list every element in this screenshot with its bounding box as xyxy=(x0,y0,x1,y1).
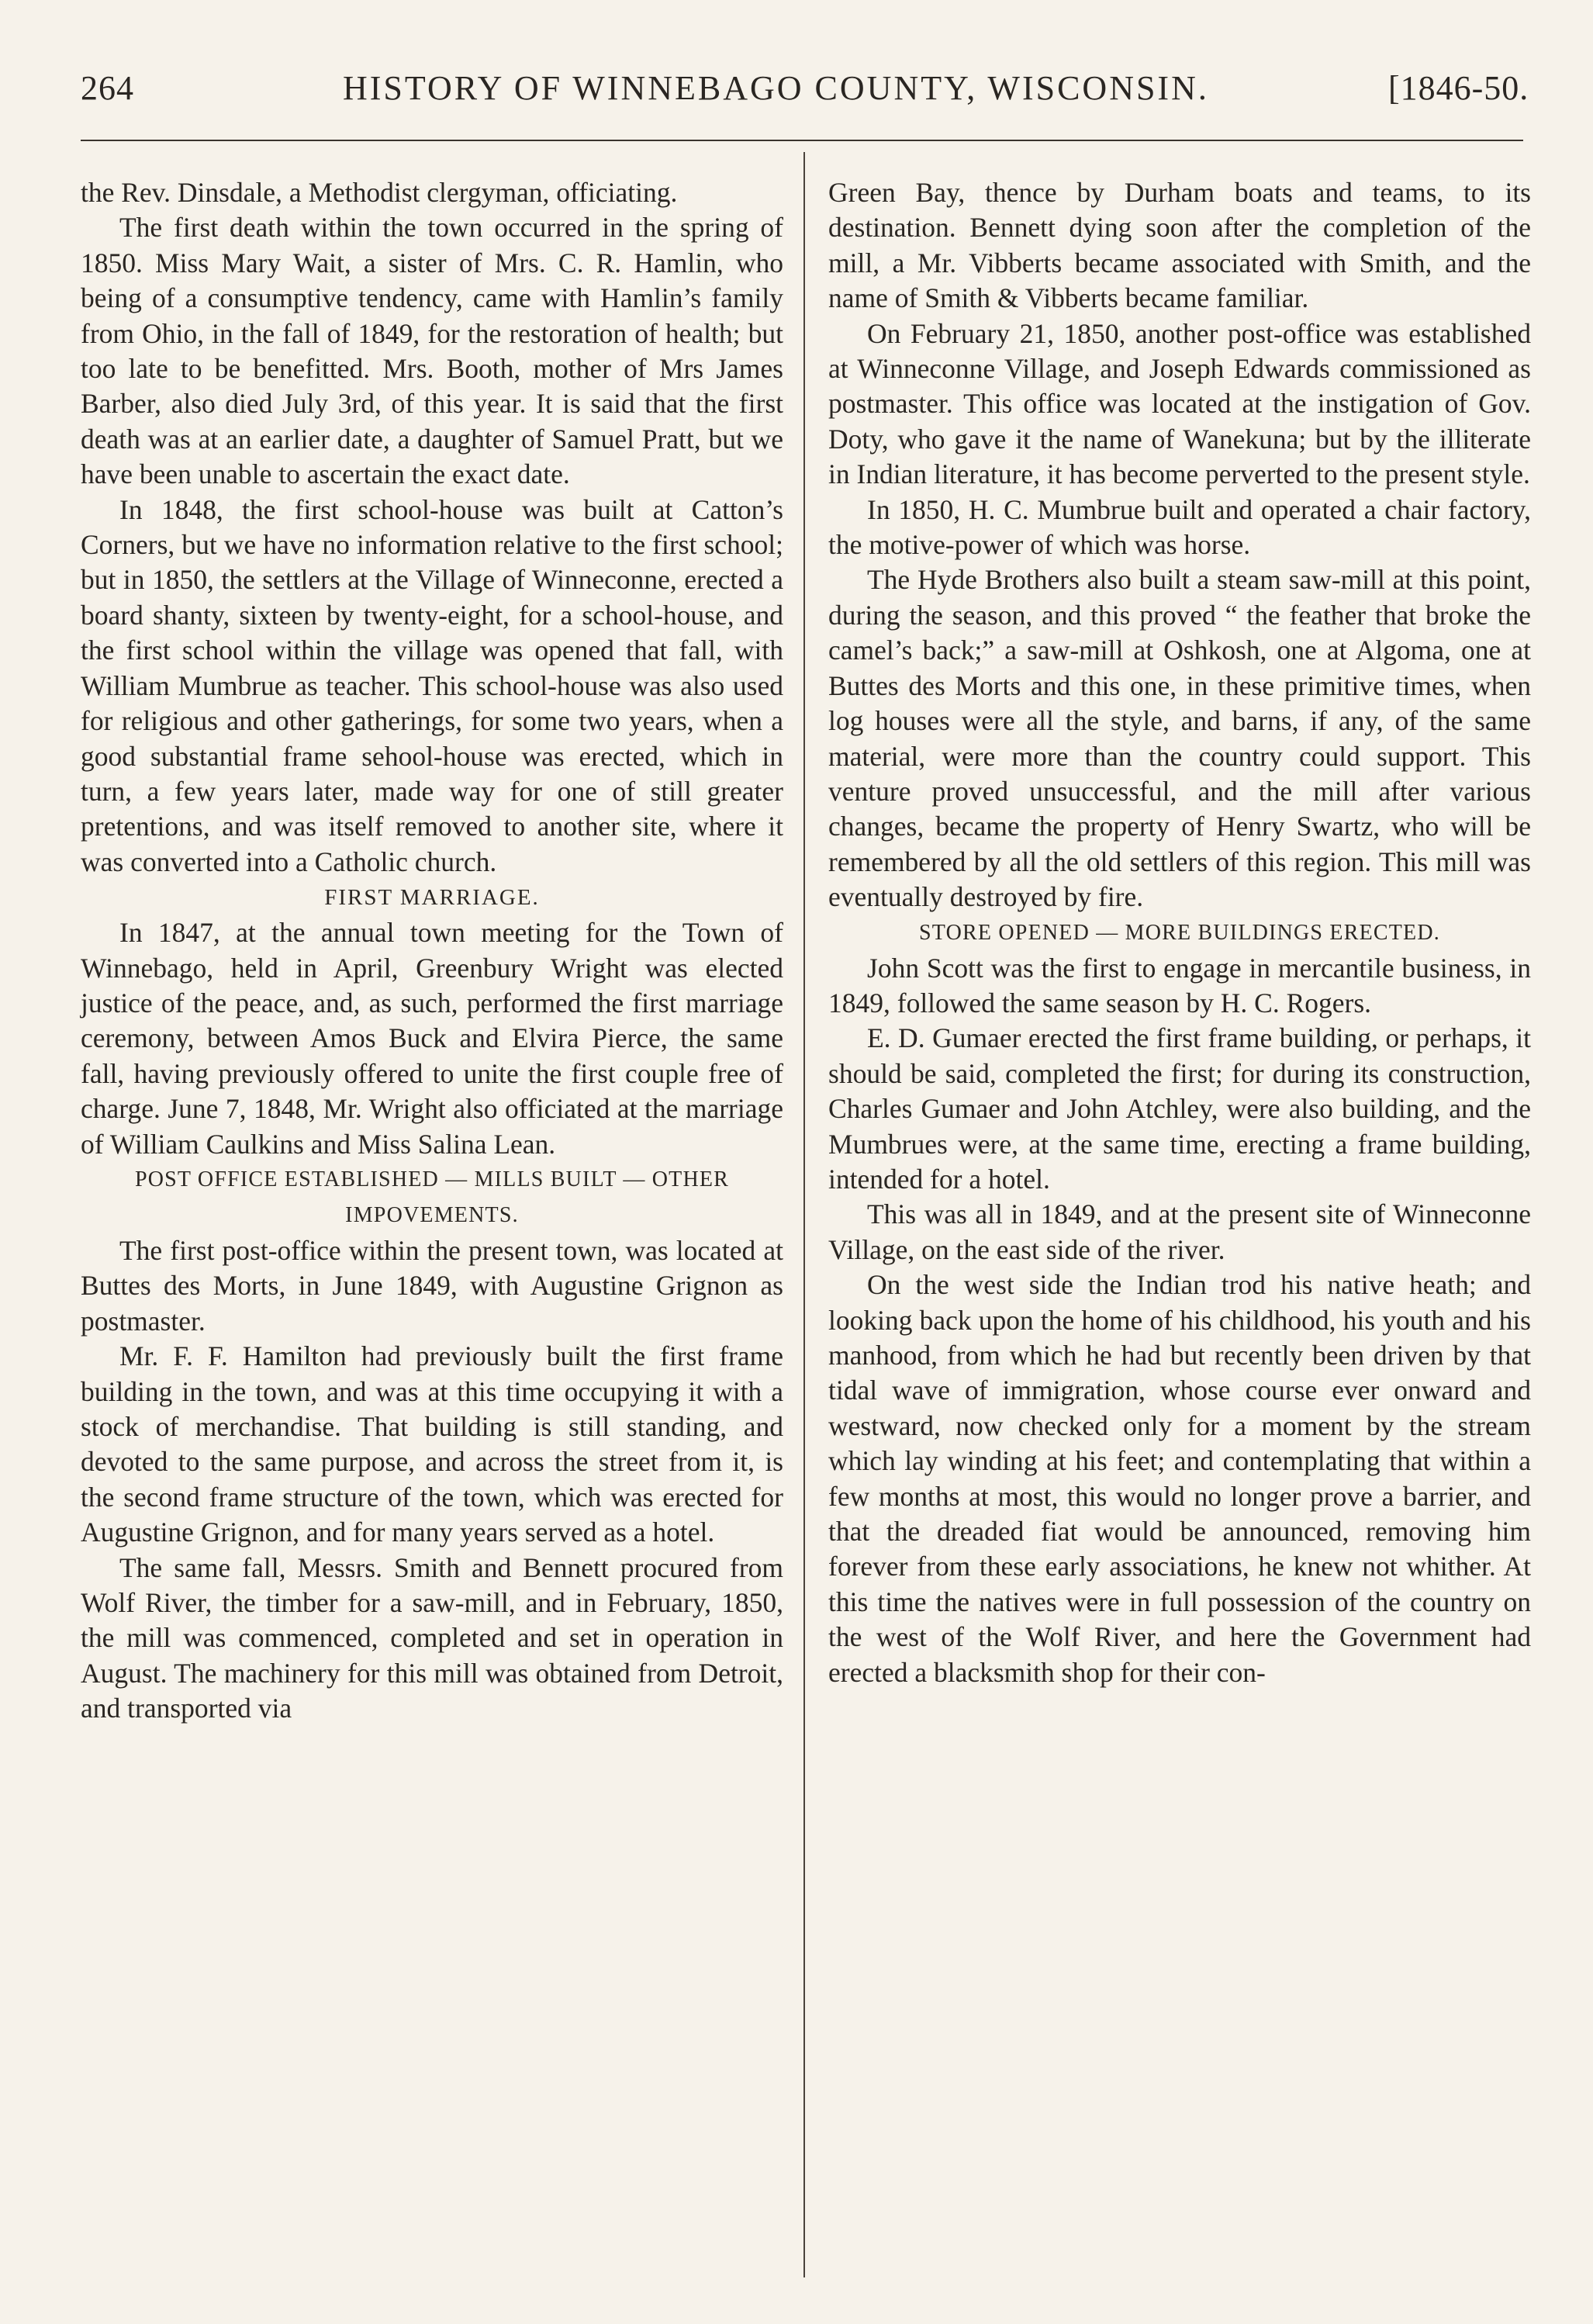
header-rule xyxy=(81,140,1523,141)
paragraph: On February 21, 1850, another post-office was established at Winneconne Village, and Joseph Edwards commissioned as postmaster. This office was located at the instigation of Gov. Doty, who gave it the name of Wanekuna; but by the illiterate in Indian literature, it has become perverted to the present style. xyxy=(828,317,1531,490)
paragraph: Green Bay, thence by Durham boats and teams, to its destination. Bennett dying soon after the completion of the mill, a Mr. Vibberts became associated with Smith, and the name of Smith & Vibberts became familiar. xyxy=(828,177,1531,314)
paragraph: E. D. Gumaer erected the first frame building, or perhaps, it should be said, completed the first; for during its construction, Charles Gumaer and John Atchley, were also building, and the Mumbrues were, at the same time, erecting a frame building, intended for a hotel. xyxy=(828,1022,1531,1195)
left-column xyxy=(81,175,783,1727)
section-heading-post-office: POST OFFICE ESTABLISHED — MILLS BUILT — OTHER IMPOVEMENTS. xyxy=(134,1167,730,1227)
paragraph: Mr. F. F. Hamilton had previously built the first frame building in the town, and was at this time occupying it with a stock of merchandise. That building is still standing, and devoted to the same purpose, and across the street from it, is the second frame structure of the town, which was erected for Augustine Grignon, and for many years served as a hotel. xyxy=(81,1340,783,1548)
paragraph: The Hyde Brothers also built a steam saw-mill at this point, during the season, and this proved “ the feather that broke the camel’s back;” a saw-mill at Oshkosh, one at Algoma, one at Buttes des Morts and this one, in these primitive times, when log houses were all the style, and barns, if any, of the same material, were more than the country could support. This venture proved unsuccessful, and the mill after various changes, became the property of Henry Swartz, who will be remembered by all the old settlers of this region. This mill was eventually destroyed by fire. xyxy=(828,564,1531,913)
section-heading-store-opened: STORE OPENED — MORE BUILDINGS ERECTED. xyxy=(919,920,1440,945)
column-divider xyxy=(803,152,805,2277)
paragraph: the Rev. Dinsdale, a Methodist clergyman, officiating. xyxy=(81,177,678,208)
paragraph: The first post-office within the present town, was located at Buttes des Morts, in June 1849, with Augustine Grignon as postmaster. xyxy=(81,1234,783,1337)
right-column xyxy=(828,175,1531,1690)
page-header xyxy=(0,68,1593,123)
paragraph: The first death within the town occurred in the spring of 1850. Miss Mary Wait, a sister of Mrs. C. R. Hamlin, who being of a consumptive tendency, came with Hamlin’s family from Ohio, in the fall of 1849, for the restoration of health; but too late to be benefitted. Mrs. Booth, mother of Mrs James Barber, also died July 3rd, of this year. It is said that the first death was at an earlier date, a daughter of Samuel Pratt, but we have been unable to ascertain the exact date. xyxy=(81,212,783,490)
running-title: HISTORY OF WINNEBAGO COUNTY, WISCONSIN. xyxy=(343,69,1209,107)
paragraph: In 1850, H. C. Mumbrue built and operated a chair factory, the motive-power of which was horse. xyxy=(828,493,1531,561)
paragraph: In 1848, the first school-house was built at Catton’s Corners, but we have no information relative to the first school; but in 1850, the settlers at the Village of Winneconne, erected a board shanty, sixteen by twenty-eight, for a school-house, and the first school within the village was opened that fall, with William Mumbrue as teacher. This school-house was also used for religious and other gatherings, for some two years, when a good substantial frame sehool-house was erected, which in turn, a few years later, made way for one of still greater pretentions, and was itself removed to another site, where it was converted into a Catholic church. xyxy=(81,493,783,877)
date-range: [1846-50. xyxy=(1388,69,1529,107)
paragraph: In 1847, at the annual town meeting for the Town of Winnebago, held in April, Greenbury Wright was elected justice of the peace, and, as such, performed the first marriage ceremony, between Amos Buck and Elvira Pierce, the same fall, having previously offered to unite the first couple free of charge. June 7, 1848, Mr. Wright also officiated at the marriage of William Caulkins and Miss Salina Lean. xyxy=(81,917,783,1160)
paragraph: The same fall, Messrs. Smith and Bennett procured from Wolf River, the timber for a saw-mill, and in February, 1850, the mill was commenced, completed and set in operation in August. The machinery for this mill was obtained from Detroit, and transported via xyxy=(81,1551,783,1724)
paragraph: This was all in 1849, and at the present site of Winneconne Village, on the east side of the river. xyxy=(828,1198,1531,1265)
page-number: 264 xyxy=(81,69,134,107)
paragraph: On the west side the Indian trod his native heath; and looking back upon the home of his childhood, his youth and his manhood, from which he had but recently been driven by that tidal wave of immigration, whose course ever onward and westward, now checked only for a moment by the stream which lay winding at his feet; and contemplating that within a few months at most, this would no longer prove a barrier, and that the dreaded fiat would be announced, removing him forever from these early associations, he knew not whither. At this time the natives were in full possession of the country on the west of the Wolf River, and here the Government had erected a blacksmith shop for their con- xyxy=(828,1269,1531,1688)
paragraph: John Scott was the first to engage in mercantile business, in 1849, followed the same season by H. C. Rogers. xyxy=(828,952,1531,1018)
section-heading-first-marriage: FIRST MARRIAGE. xyxy=(324,885,540,911)
